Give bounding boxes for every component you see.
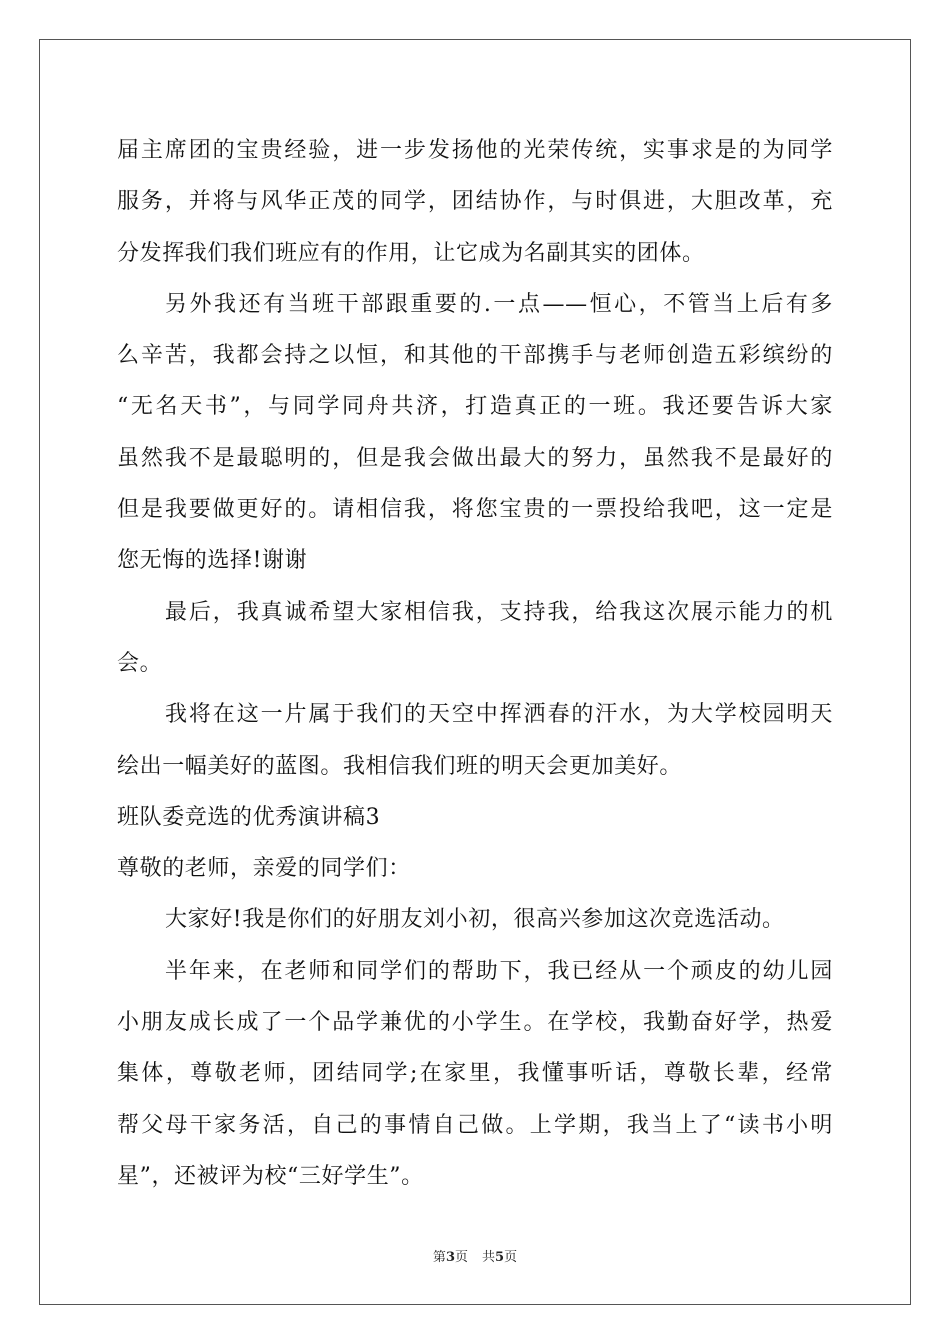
text-line: 会。 <box>117 650 163 676</box>
paragraph-start-line: 大家好!我是你们的好朋友刘小初，很高兴参加这次竞选活动。 <box>165 907 785 933</box>
text-line: 但是我要做更好的。请相信我，将您宝贵的一票投给我吧，这一定是 <box>117 497 833 523</box>
page-prefix: 第 <box>432 1250 446 1265</box>
page-current: 3 <box>445 1250 455 1265</box>
text-line: 您无悔的选择!谢谢 <box>117 548 308 574</box>
page-footer <box>0 1246 950 1265</box>
salutation: 尊敬的老师，亲爱的同学们： <box>117 856 411 882</box>
paragraph-start-line: 最后，我真诚希望大家相信我，支持我，给我这次展示能力的机 <box>165 599 833 625</box>
text-line: 服务，并将与风华正茂的同学，团结协作，与时俱进，大胆改革，充 <box>117 189 833 215</box>
text-line: 星”，还被评为校“三好学生”。 <box>117 1163 424 1189</box>
text-line: 分发挥我们我们班应有的作用，让它成为名副其实的团体。 <box>117 240 705 266</box>
total-unit: 页 <box>504 1250 518 1265</box>
paragraph-start-line: 另外我还有当班干部跟重要的.一点——恒心，不管当上后有多 <box>165 291 833 317</box>
paragraph-start-line: 我将在这一片属于我们的天空中挥洒春的汗水，为大学校园明天 <box>165 702 833 728</box>
text-line: 么辛苦，我都会持之以恒，和其他的干部携手与老师创造五彩缤纷的 <box>117 343 833 369</box>
total-prefix: 共 <box>482 1250 496 1265</box>
text-line: 绘出一幅美好的蓝图。我相信我们班的明天会更加美好。 <box>117 753 683 779</box>
paragraph-start-line: 半年来，在老师和同学们的帮助下，我已经从一个顽皮的幼儿园 <box>165 958 833 984</box>
text-line: 帮父母干家务活，自己的事情自己做。上学期，我当上了“读书小明 <box>117 1112 833 1138</box>
text-line: 小朋友成长成了一个品学兼优的小学生。在学校，我勤奋好学，热爱 <box>117 1010 833 1036</box>
page-total: 5 <box>495 1250 505 1265</box>
page-unit: 页 <box>454 1250 468 1265</box>
text-line: “无名天书”，与同学同舟共济，打造真正的一班。我还要告诉大家 <box>117 394 833 420</box>
text-line: 届主席团的宝贵经验，进一步发扬他的光荣传统，实事求是的为同学 <box>117 138 833 163</box>
section-heading: 班队委竞选的优秀演讲稿3 <box>117 804 381 830</box>
document-body <box>117 125 833 1202</box>
text-line: 集体，尊敬老师，团结同学;在家里，我懂事听话，尊敬长辈，经常 <box>117 1061 833 1087</box>
text-line: 虽然我不是最聪明的，但是我会做出最大的努力，虽然我不是最好的 <box>117 445 833 471</box>
